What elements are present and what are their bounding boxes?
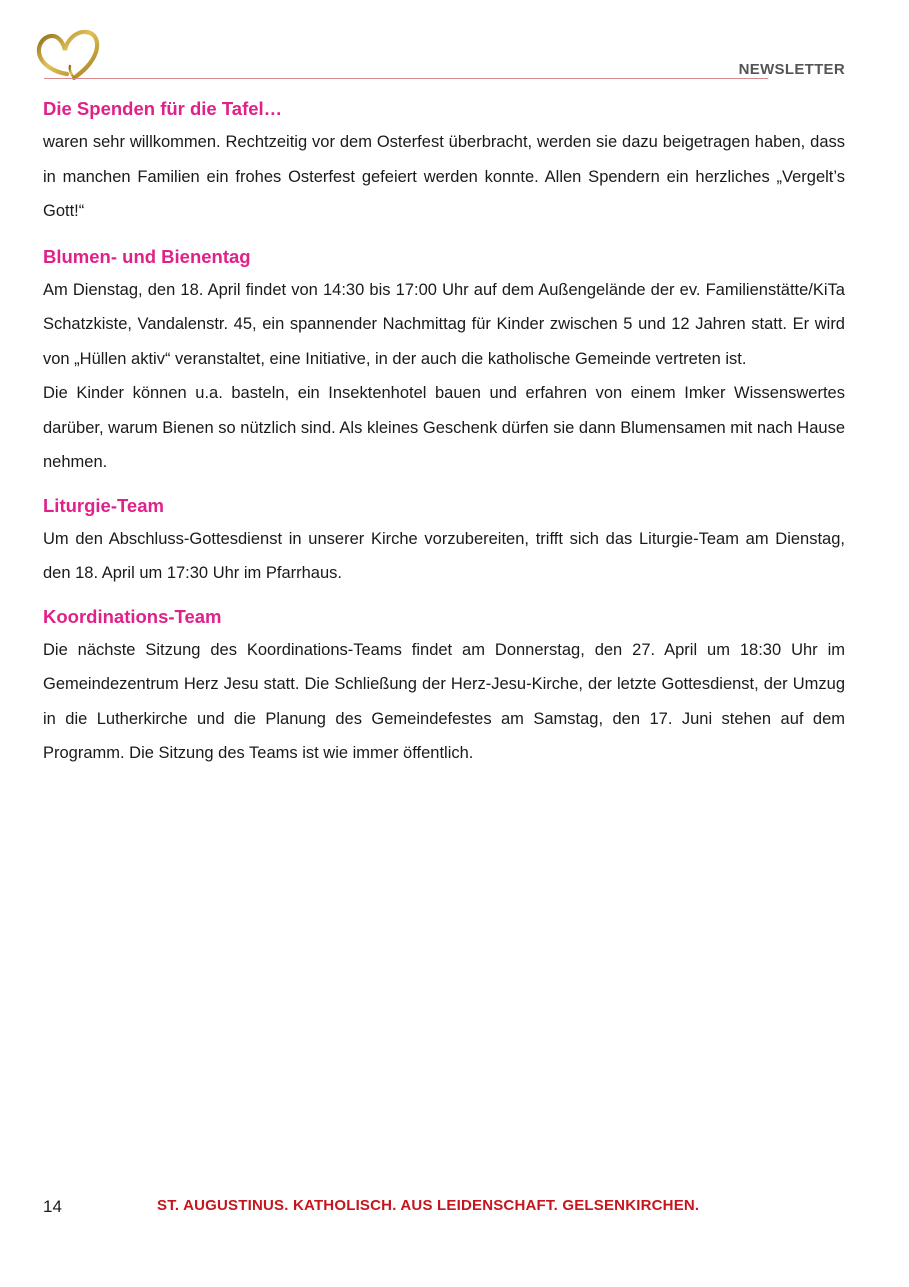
section-tafel	[43, 95, 845, 229]
paragraph: Die Kinder können u.a. basteln, ein Insektenhotel bauen und erfahren von einem Imker Wissenswertes darüber, warum Bienen so nützlich sind. Als kleines Geschenk dürfen sie dann Blumensamen mit nach Hause nehmen.	[43, 384, 845, 471]
header-divider	[44, 78, 768, 79]
section-bienentag	[43, 243, 845, 480]
gold-heart-icon	[36, 28, 104, 82]
footer-motto: ST. AUGUSTINUS. KATHOLISCH. AUS LEIDENSCHAFT. GELSENKIRCHEN.	[157, 1197, 700, 1214]
paragraph: Die nächste Sitzung des Koordinations-Teams findet am Donnerstag, den 27. April um 18:30 Uhr im Gemeindezentrum Herz Jesu statt. Die Schließung der Herz-Jesu-Kirche, der letzte Gottesdienst, der Umzug in die Lutherkirche und die Planung des Gemeindefestes am Samstag, den 17. Juni stehen auf dem Programm. Die Sitzung des Teams ist wie immer öffentlich.	[43, 640, 845, 762]
paragraph: Um den Abschluss-Gottesdienst in unserer Kirche vorzubereiten, trifft sich das Liturgie-Team am Dienstag, den 18. April um 17:30 Uhr im Pfarrhaus.	[43, 529, 845, 582]
section-koordinations-team	[43, 603, 845, 771]
page-number: 14	[43, 1197, 62, 1216]
article-content	[43, 95, 845, 771]
section-title: Blumen- und Bienentag	[43, 245, 251, 267]
section-liturgie-team	[43, 492, 845, 591]
paragraph: waren sehr willkommen. Rechtzeitig vor dem Osterfest überbracht, werden sie dazu beigetragen haben, dass in manchen Familien ein frohes Osterfest gefeiert werden konnte. Allen Spendern ein herzliches „Vergelt’s Gott!“	[43, 133, 845, 220]
section-title: Die Spenden für die Tafel…	[43, 98, 283, 119]
section-title: Liturgie-Team	[43, 494, 164, 516]
newsletter-label: NEWSLETTER	[738, 61, 845, 78]
section-title: Koordinations-Team	[43, 605, 222, 627]
paragraph: Am Dienstag, den 18. April findet von 14:30 bis 17:00 Uhr auf dem Außengelände der ev. Familienstätte/KiTa Schatzkiste, Vandalenstr. 45, ein spannender Nachmittag für Kinder zwischen 5 und 12 Jahren statt. Er wird von „Hüllen aktiv“ veranstaltet, eine Initiative, in der auch die katholische Gemeinde vertreten ist.	[43, 280, 845, 368]
